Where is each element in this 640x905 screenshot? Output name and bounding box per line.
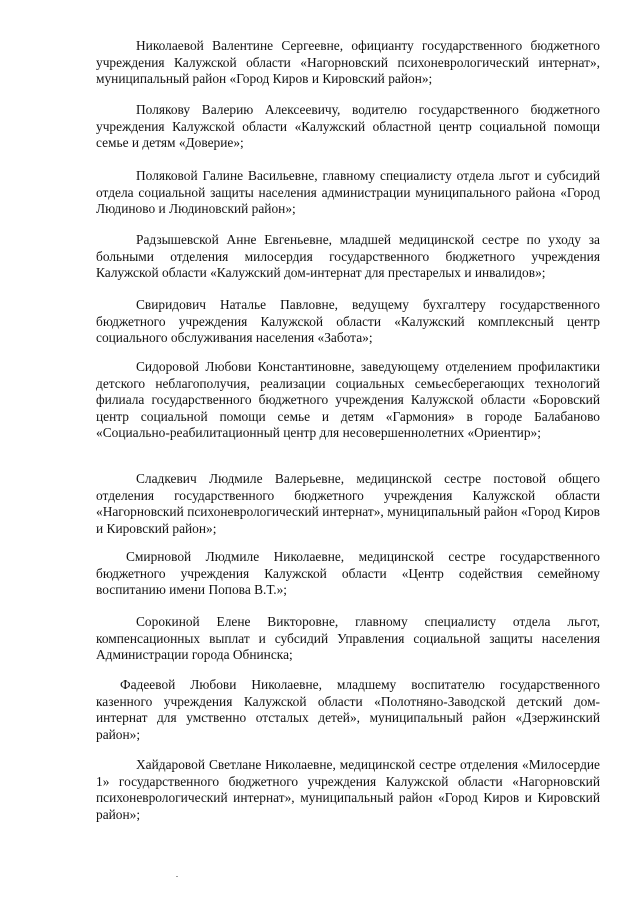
paragraph-khaidarova: Хайдаровой Светлане Николаевне, медицинской сестре отделения «Милосердие 1» государственного бюджетного учреждения Калужской области «Нагорновский психоневрологический интернат», муниципальный район «Город Киров и Кировский район»;	[96, 757, 600, 822]
paragraph-fadeeva: Фадеевой Любови Николаевне, младшему воспитателю государственного казенного учреждения Калужской области «Полотняно-Заводской детский дом-интернат для умственно отсталых детей», муниципальный район «Дзержинский район»;	[96, 677, 600, 742]
paragraph-sorokina: Сорокиной Елене Викторовне, главному специалисту отдела льгот, компенсационных выплат и субсидий Управления социальной защиты населения Администрации города Обнинска;	[96, 614, 600, 663]
paragraph-radzyshevskaya: Радзышевской Анне Евгеньевне, младшей медицинской сестре по уходу за больными отделения милосердия государственного бюджетного учреждения Калужской области «Калужский дом-интернат для престарелых и инвалидов»;	[96, 232, 600, 281]
paragraph-sviridovich: Свиридович Наталье Павловне, ведущему бухгалтеру государственного бюджетного учреждения Калужской области «Калужский комплексный центр социального обслуживания населения «Забота»;	[96, 297, 600, 346]
paragraph-polyakova: Поляковой Галине Васильевне, главному специалисту отдела льгот и субсидий отдела социальной защиты населения администрации муниципального района «Город Людиново и Людиновский район»;	[96, 168, 600, 217]
paragraph-sidorova: Сидоровой Любови Константиновне, заведующему отделением профилактики детского неблагополучия, реализации социальных семьесберегающих технологий филиала государственного бюджетного учреждения Калужской области «Боровский центр социальной помощи семье и детям «Гармония» в городе Балабаново «Социально-реабилитационный центр для несовершеннолетних «Ориентир»;	[96, 359, 600, 441]
paragraph-nikolaeva: Николаевой Валентине Сергеевне, официанту государственного бюджетного учреждения Калужской области «Нагорновский психоневрологический интернат», муниципальный район «Город Киров и Кировский район»;	[96, 38, 600, 87]
paragraph-smirnova: Смирновой Людмиле Николаевне, медицинской сестре государственного бюджетного учреждения Калужской области «Центр содействия семейному воспитанию имени Попова В.Т.»;	[96, 549, 600, 598]
paragraph-sladkevich: Сладкевич Людмиле Валерьевне, медицинской сестре постовой общего отделения государственного бюджетного учреждения Калужской области «Нагорновский психоневрологический интернат», муниципальный район «Город Киров и Кировский район»;	[96, 471, 600, 536]
scan-speck	[176, 876, 178, 877]
paragraph-polyakov: Полякову Валерию Алексеевичу, водителю государственного бюджетного учреждения Калужской области «Калужский областной центр социальной помощи семье и детям «Доверие»;	[96, 102, 600, 151]
